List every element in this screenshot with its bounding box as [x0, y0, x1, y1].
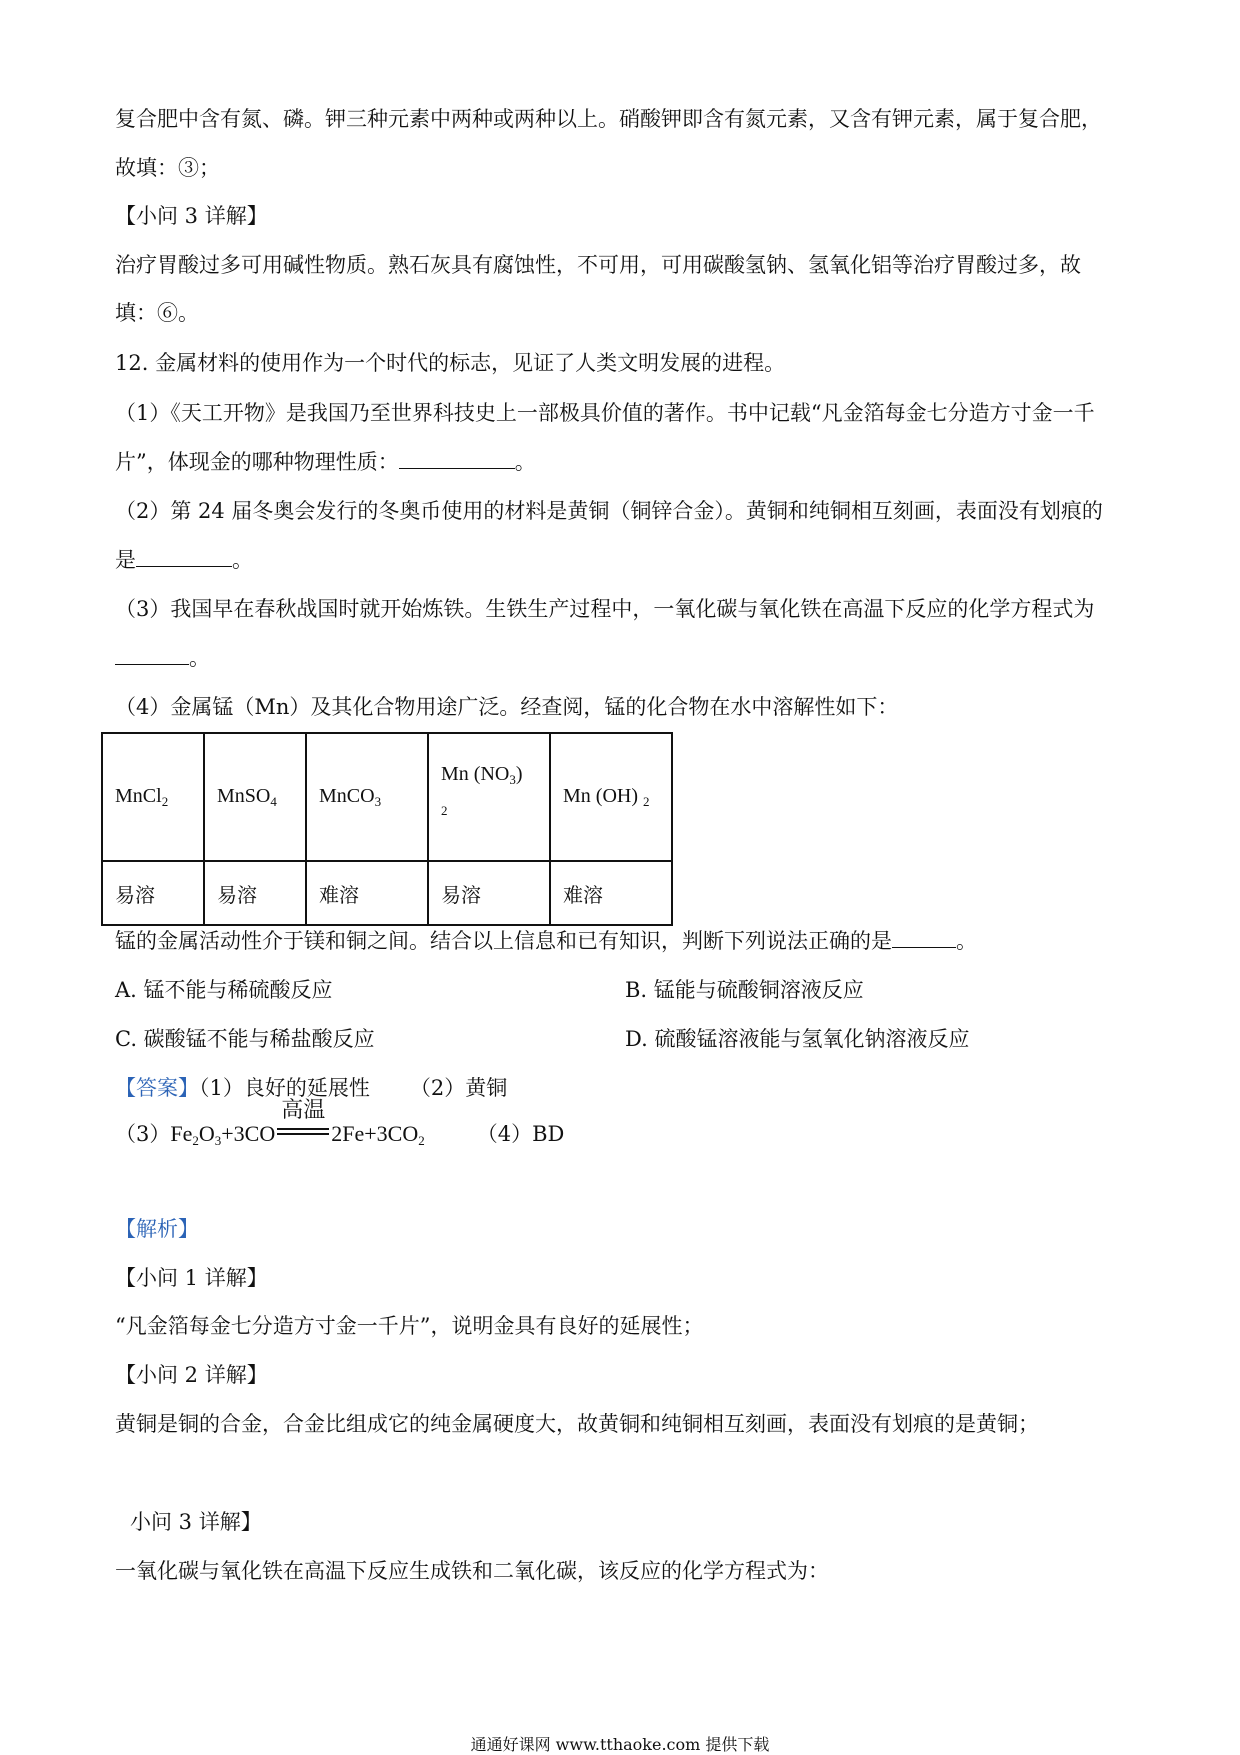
- answer-4: （4）BD: [476, 1122, 565, 1146]
- analysis-q2-text: 黄铜是铜的合金，合金比组成它的纯金属硬度大，故黄铜和纯铜相互刻画，表面没有划痕的是黄铜；: [115, 1412, 1039, 1436]
- analysis-q1-heading: 【小问 1 详解】: [115, 1266, 268, 1290]
- q12-part2-line2: [115, 545, 253, 575]
- q12-part2-line1: （2）第 24 届冬奥会发行的冬奥币使用的材料是黄铜（铜锌合金）。黄铜和纯铜相互刻画，表面没有划痕的: [115, 499, 1103, 523]
- table-row: [102, 861, 672, 925]
- solubility-cell: 易溶: [428, 861, 550, 925]
- analysis-q3-heading: 小问 3 详解】: [130, 1510, 262, 1534]
- q12-part2-text: 是: [115, 548, 136, 572]
- q12-part4-end: 。: [956, 929, 977, 953]
- analysis-q1-text: “凡金箔每金七分造方寸金一千片”，说明金具有良好的延展性；: [115, 1314, 704, 1338]
- line-fill-3: 故填：③；: [115, 156, 220, 180]
- solubility-table: [101, 732, 673, 926]
- analysis-q3-text: 一氧化碳与氧化铁在高温下反应生成铁和二氧化碳，该反应的化学方程式为：: [115, 1559, 829, 1583]
- answer-1: （1）良好的延展性: [199, 1076, 370, 1100]
- q12-part4-intro: （4）金属锰（Mn）及其化合物用途广泛。经查阅，锰的化合物在水中溶解性如下：: [115, 695, 899, 719]
- q12-part1-line1: （1）《天工开物》是我国乃至世界科技史上一部极具价值的著作。书中记载“凡金箔每金七分造方寸金一千: [115, 401, 1095, 425]
- option-c[interactable]: C. 碳酸锰不能与稀盐酸反应: [115, 1027, 375, 1051]
- q12-part1-line2: [115, 447, 536, 477]
- option-b[interactable]: B. 锰能与硫酸铜溶液反应: [625, 978, 864, 1002]
- question-12-stem: 12. 金属材料的使用作为一个时代的标志，见证了人类文明发展的进程。: [115, 351, 786, 375]
- solubility-cell: 易溶: [102, 861, 204, 925]
- line-compound-fertilizer: 复合肥中含有氮、磷。钾三种元素中两种或两种以上。硝酸钾即含有氮元素，又含有钾元素，属于复合肥，: [115, 107, 1102, 131]
- answer-tag: 【答案】: [115, 1076, 199, 1100]
- compound-mnoh2: Mn (OH) $_2$: [550, 733, 672, 861]
- answer-blank-1[interactable]: [399, 448, 515, 469]
- solubility-cell: 难溶: [306, 861, 428, 925]
- q12-part3-end: 。: [189, 646, 210, 670]
- analysis-q2-heading: 【小问 2 详解】: [115, 1363, 268, 1387]
- line-fill-6: 填：⑥。: [115, 301, 199, 325]
- solubility-cell: 难溶: [550, 861, 672, 925]
- table-row: [102, 733, 672, 861]
- compound-mnco3: MnCO$_3$: [306, 733, 428, 861]
- answer-blank-4[interactable]: [892, 927, 956, 948]
- q12-part4-prompt: [115, 926, 977, 956]
- q12-part2-end: 。: [232, 548, 253, 572]
- footer-credit: 通通好课网 www.tthaoke.com 提供下载: [470, 1735, 770, 1754]
- q12-part4-text: 锰的金属活动性介于镁和铜之间。结合以上信息和已有知识，判断下列说法正确的是: [115, 929, 892, 953]
- compound-mnno32: Mn $(NO_3)$ 2: [428, 733, 550, 861]
- compound-mncl2: MnCl$_2$: [102, 733, 204, 861]
- analysis-tag: 【解析】: [115, 1217, 199, 1241]
- option-a[interactable]: A. 锰不能与稀硫酸反应: [115, 978, 333, 1002]
- answer-blank-3[interactable]: [115, 644, 189, 665]
- q12-part1-text: 片”，体现金的哪种物理性质：: [115, 450, 399, 474]
- answer-blank-2[interactable]: [136, 546, 232, 567]
- answer-2: （2）黄铜: [409, 1076, 508, 1100]
- eq-lhs: $Fe_2O_3+3CO$: [170, 1121, 276, 1148]
- answer-3-label: （3）: [115, 1122, 171, 1146]
- chemical-equation-line: [115, 1097, 565, 1149]
- option-d[interactable]: D. 硫酸锰溶液能与氢氧化钠溶液反应: [625, 1027, 970, 1051]
- q12-part3-line2: [115, 643, 210, 673]
- compound-mnso4: MnSO$_4$: [204, 733, 306, 861]
- subquestion-3-heading: 【小问 3 详解】: [115, 204, 268, 228]
- reaction-condition: 高温: [277, 1121, 329, 1147]
- q12-part1-end: 。: [514, 450, 536, 474]
- q12-part3-line1: （3）我国早在春秋战国时就开始炼铁。生铁生产过程中，一氧化碳与氧化铁在高温下反应的化学方程式为: [115, 597, 1095, 621]
- eq-rhs: $2Fe+3CO_2$: [331, 1121, 425, 1148]
- line-stomach-acid: 治疗胃酸过多可用碱性物质。熟石灰具有腐蚀性，不可用，可用碳酸氢钠、氢氧化铝等治疗胃酸过多，故: [115, 253, 1081, 277]
- solubility-cell: 易溶: [204, 861, 306, 925]
